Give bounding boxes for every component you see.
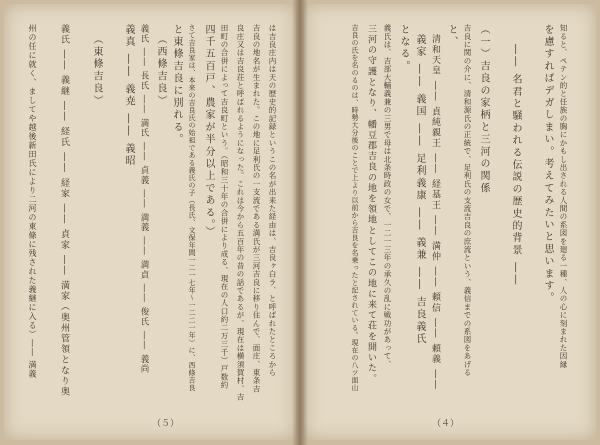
left-page-line: 田町の合併によって吉良町という。（昭和三十年の合併により成る、現在の人口約二万三千）戸数約 <box>220 24 229 390</box>
right-page-line: と、 <box>446 24 457 49</box>
genealogy-line: 義真 ―― 義尭 ―― 義昭 <box>123 24 134 168</box>
page-number: （４） <box>432 419 460 429</box>
left-page-line: 吉良の地名が生まれた。この地に足利氏の一支流である満氏が三河吉良に移り住んで、面庄、東条吉 <box>252 24 261 393</box>
genealogy-line: 州の任に就く、ましてや越後新田氏により二河の東條に残された義継に入る）―― 満義 <box>28 24 37 379</box>
right-page-line: 吉良に関の介に、清和源氏の正統で、足利氏の支流吉良の庶流という、義信までの系図をあげる <box>463 24 472 377</box>
right-page-line: 三河の守護となり、幡豆郡吉良の地を領地としてこの地に来て荘を開いた。 <box>366 24 376 385</box>
genealogy-line: 義氏 ―― 義継 ―― 経氏 ―― 経家 ―― 貞家 ―― 満家（奥州管領となり奥 <box>59 24 69 398</box>
right-page-line: 吉良の氏を名のるのは、時勢大分後のことで上より以前から吉良を名乗ったと記されている。現在の八ツ面山 <box>351 24 359 392</box>
right-page-line: 義氏は、吉部大輔義兼の三男で母は北条時政の女で、一二一三年の承久の乱に戦功があって、 <box>383 24 392 369</box>
genealogy-line: 清和天皇 ―― 貞純親王 ―― 経基王 ―― 満仲 ―― 頼信 ―― 頼義 ―― <box>430 34 440 391</box>
right-page-line: 知ると、ペテン的と任族の胸にかもし出される人間の系図を廻る一種、人の心に刻まれた因縁 <box>559 24 568 369</box>
right-page-line: となる。 <box>398 24 409 73</box>
subsection-heading: （一）吉良の家柄と三河の関係 <box>478 24 489 195</box>
left-page-line: 良庄又は吉良荘と呼ばれるようになった。これは今から五百年の昔の話であるが、現在は横須賀村、吉 <box>236 24 245 402</box>
genealogy-line: 義家 ―― 義国 ―― 足利義康 ―― 義兼 ―― 吉良義氏 <box>414 34 425 346</box>
subsection-heading: （西條吉良） <box>155 34 166 108</box>
section-heading: ―― 名君と騒われる伝説の歴史的背景 ―― <box>510 44 521 287</box>
genealogy-line: 義氏 ―― 長氏 ―― 満氏 ―― 貞義 ―― 満義 ―― 満貞 ―― 俊氏 ―― 義尚 <box>139 24 149 375</box>
right-page-line: を慮すればデガしまい。考えてみたいと思います。 <box>542 24 553 305</box>
left-page-line: 四千五百戸、農家が半分以上である。） <box>203 24 214 239</box>
subsection-heading: （東條吉良） <box>91 34 102 108</box>
page-number: （５） <box>152 419 180 429</box>
left-page-line: と東條吉良に別れる。 <box>171 24 182 146</box>
left-page-line: は吉良庄内は天の歴史的記録というこの名が出来た経由は、吉良ヶ白ラ、と呼ばれたところから <box>268 24 277 377</box>
left-page-line: さて吉良家は、本来の吉良氏の始祖である義氏の子（長氏、文保年間一二一七年～一二二一年）に、西條吉良 <box>188 24 196 392</box>
book-gutter <box>292 0 308 445</box>
